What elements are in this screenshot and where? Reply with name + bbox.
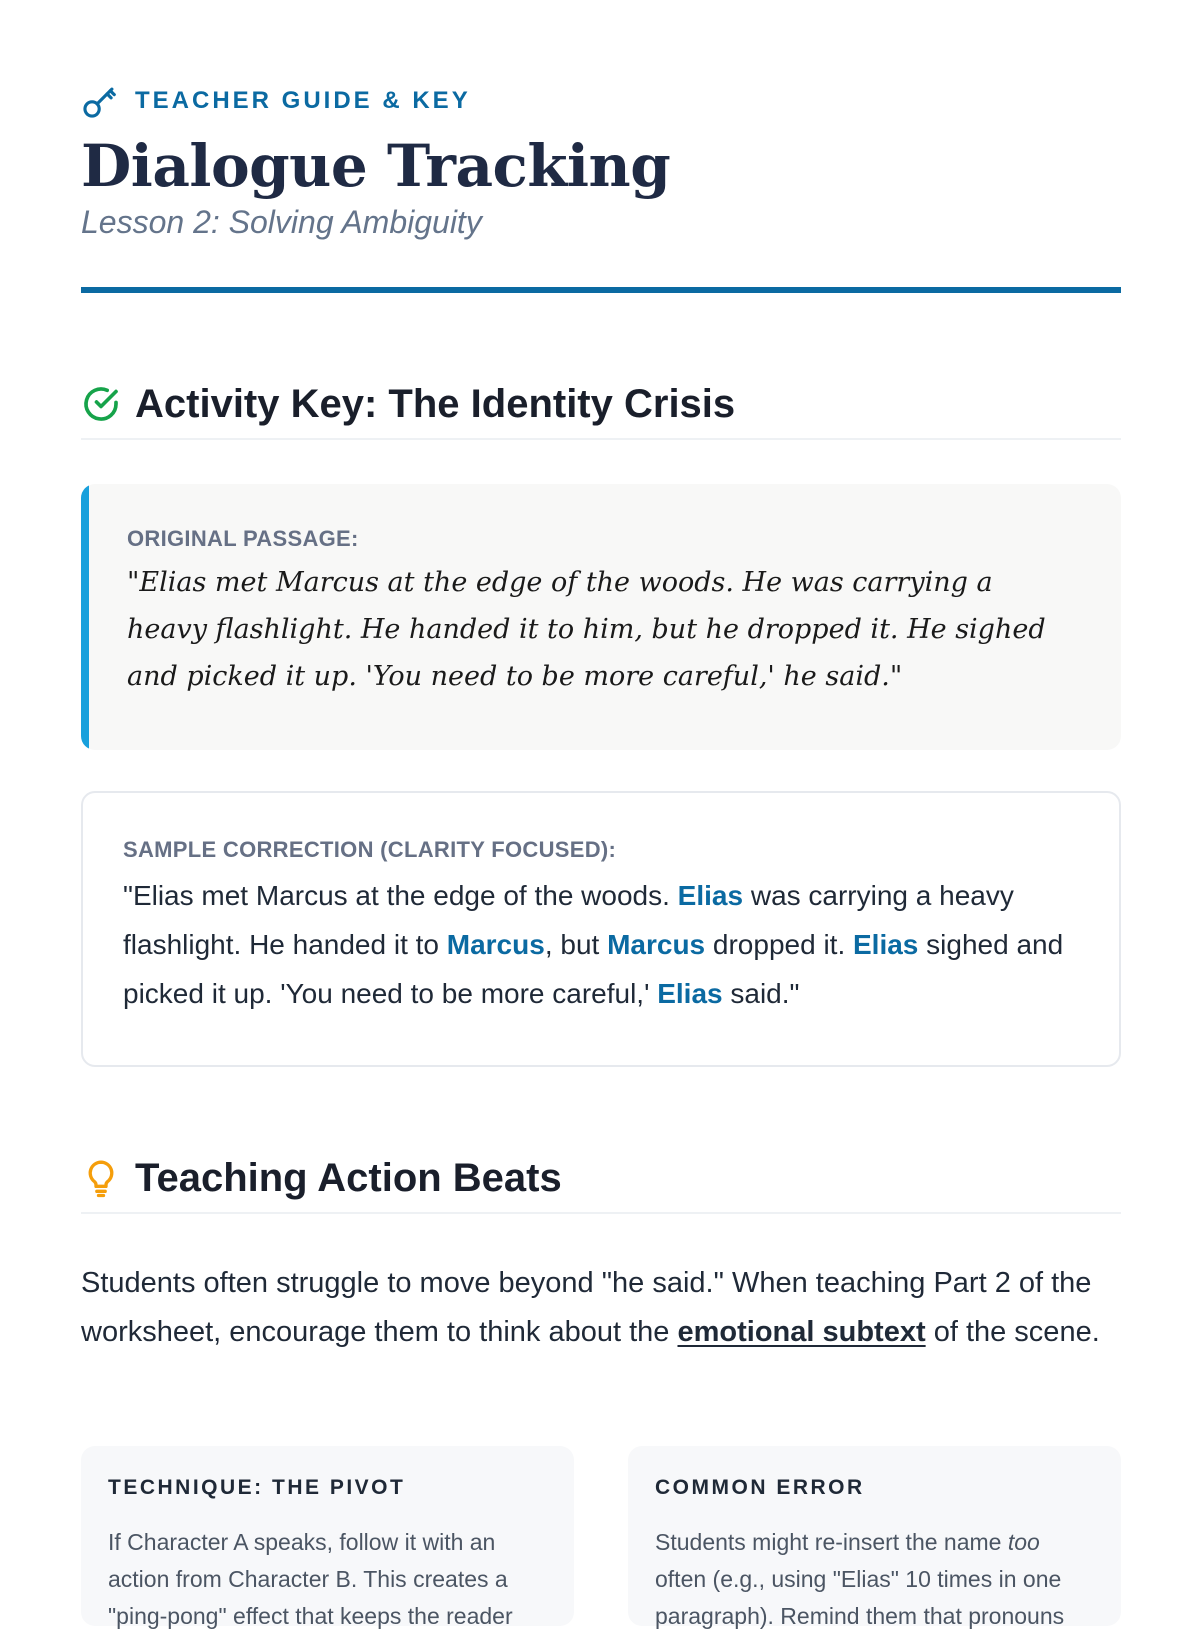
action-beats-intro [81, 1259, 1121, 1357]
original-passage-box [81, 484, 1121, 750]
highlighted-name: Marcus [607, 929, 706, 960]
kicker-label: TEACHER GUIDE & KEY [135, 87, 471, 114]
card-title: TECHNIQUE: THE PIVOT [108, 1476, 406, 1499]
sample-correction-box [81, 791, 1121, 1067]
emphasis-text: emotional subtext [677, 1316, 926, 1348]
sample-correction-text [123, 871, 1083, 1018]
section-title: Activity Key: The Identity Crisis [135, 381, 736, 426]
correction-text: "Elias met Marcus at the edge of the woods. [123, 880, 678, 911]
title-divider [81, 287, 1121, 293]
card-title: COMMON ERROR [655, 1476, 865, 1499]
original-passage-text: "Elias met Marcus at the edge of the woods. He was carrying a heavy flashlight. He handed it to him, but he dropped it. He sighed and picked it up. 'You need to be more careful,' he said." [127, 567, 1046, 692]
correction-text: , but [544, 929, 608, 960]
guide-kicker [81, 82, 471, 120]
activity-key-heading [81, 370, 1121, 440]
page-title: Dialogue Tracking [81, 132, 671, 200]
original-passage-label: ORIGINAL PASSAGE: [127, 526, 359, 551]
card-text: often (e.g., using "Elias" 10 times in one paragraph). Remind them that pronouns [655, 1566, 1065, 1629]
card-body: If Character A speaks, follow it with an action from Character B. This creates a "ping-pong" effect that keeps the reader [108, 1529, 513, 1629]
emphasis-text: too [1007, 1529, 1040, 1555]
card-body [655, 1524, 1095, 1635]
highlighted-name: Elias [657, 978, 723, 1009]
correction-text: was carrying a heavy flashlight. He handed it to [123, 880, 1014, 960]
card-text: Students might re-insert the name [655, 1529, 1008, 1555]
passage-accent-bar [81, 484, 89, 750]
sample-correction-label: SAMPLE CORRECTION (CLARITY FOCUSED): [123, 837, 617, 862]
action-beats-heading [81, 1144, 1121, 1214]
correction-text: dropped it. [705, 929, 853, 960]
correction-text: said." [722, 978, 800, 1009]
intro-text: of the scene. [925, 1316, 1100, 1348]
highlighted-name: Marcus [446, 929, 545, 960]
highlighted-name: Elias [853, 929, 919, 960]
intro-text: Students often struggle to move beyond "he said." When teaching Part 2 of the worksheet, encourage them to think about the [81, 1267, 1092, 1348]
highlighted-name: Elias [677, 880, 744, 911]
technique-card [81, 1446, 574, 1629]
key-icon [81, 82, 119, 120]
section-title: Teaching Action Beats [135, 1155, 562, 1200]
check-circle-icon [81, 384, 121, 424]
lightbulb-icon [81, 1158, 121, 1198]
correction-text: sighed and picked it up. 'You need to be more careful,' [123, 929, 1064, 1009]
page-subtitle: Lesson 2: Solving Ambiguity [81, 204, 482, 240]
common-error-card [628, 1446, 1121, 1629]
